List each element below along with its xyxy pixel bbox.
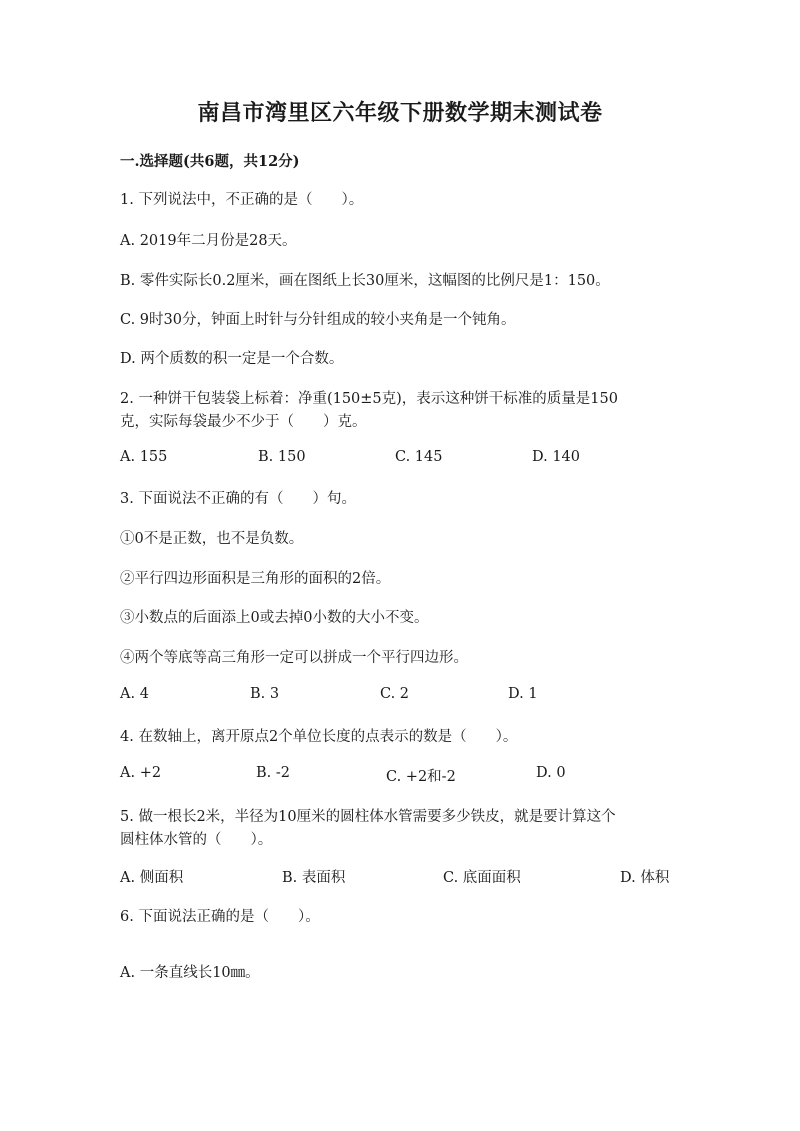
question-6-option-a: A. 一条直线长10㎜。: [120, 965, 260, 981]
question-3-option-a: A. 4: [120, 686, 149, 702]
question-3-statement-4: ④两个等底等高三角形一定可以拼成一个平行四边形。: [120, 650, 468, 666]
question-2-stem-line-2: 克，实际每袋最少不少于（ ）克。: [120, 414, 367, 430]
question-2-option-c: C. 145: [395, 449, 443, 465]
section-heading: 一.选择题(共6题，共12分): [120, 153, 300, 170]
question-3-option-d: D. 1: [508, 686, 538, 702]
question-1-option-a: A. 2019年二月份是28天。: [120, 233, 297, 249]
question-4-option-d: D. 0: [536, 765, 566, 781]
question-5-option-d: D. 体积: [620, 870, 670, 886]
page-title: 南昌市湾里区六年级下册数学期末测试卷: [197, 100, 603, 126]
question-4-option-b: B. -2: [256, 765, 290, 781]
question-5-stem-line-1: 5. 做一根长2米，半径为10厘米的圆柱体水管需要多少铁皮，就是要计算这个: [120, 809, 616, 825]
question-3-statement-2: ②平行四边形面积是三角形的面积的2倍。: [120, 571, 391, 587]
question-4-option-a: A. +2: [120, 765, 162, 781]
question-3-statement-3: ③小数点的后面添上0或去掉0小数的大小不变。: [120, 610, 429, 626]
question-2-stem-line-1: 2. 一种饼干包装袋上标着：净重(150±5克)，表示这种饼干标准的质量是150: [120, 391, 618, 407]
question-5-option-c: C. 底面面积: [443, 870, 521, 886]
question-3-option-c: C. 2: [380, 686, 410, 702]
question-3-stem: 3. 下面说法不正确的有（ ）句。: [120, 491, 356, 507]
question-5-option-b: B. 表面积: [282, 870, 346, 886]
question-2-option-b: B. 150: [258, 449, 306, 465]
question-5-stem-line-2: 圆柱体水管的（ ）。: [120, 832, 273, 848]
question-4-option-c: C. +2和-2: [386, 769, 456, 785]
question-1-option-b: B. 零件实际长0.2厘米，画在图纸上长30厘米，这幅图的比例尺是1：150。: [120, 273, 610, 289]
question-1-option-d: D. 两个质数的积一定是一个合数。: [120, 351, 344, 367]
question-3-option-b: B. 3: [250, 686, 280, 702]
question-2-option-a: A. 155: [120, 449, 168, 465]
question-1-option-c: C. 9时30分，钟面上时针与分针组成的较小夹角是一个钝角。: [120, 312, 516, 328]
question-5-option-a: A. 侧面积: [120, 870, 184, 886]
question-4-stem: 4. 在数轴上，离开原点2个单位长度的点表示的数是（ ）。: [120, 729, 518, 745]
question-6-stem: 6. 下面说法正确的是（ ）。: [120, 909, 320, 925]
question-1-stem: 1. 下列说法中，不正确的是（ ）。: [120, 192, 364, 208]
question-2-option-d: D. 140: [532, 449, 581, 465]
question-3-statement-1: ①0不是正数，也不是负数。: [120, 531, 304, 547]
